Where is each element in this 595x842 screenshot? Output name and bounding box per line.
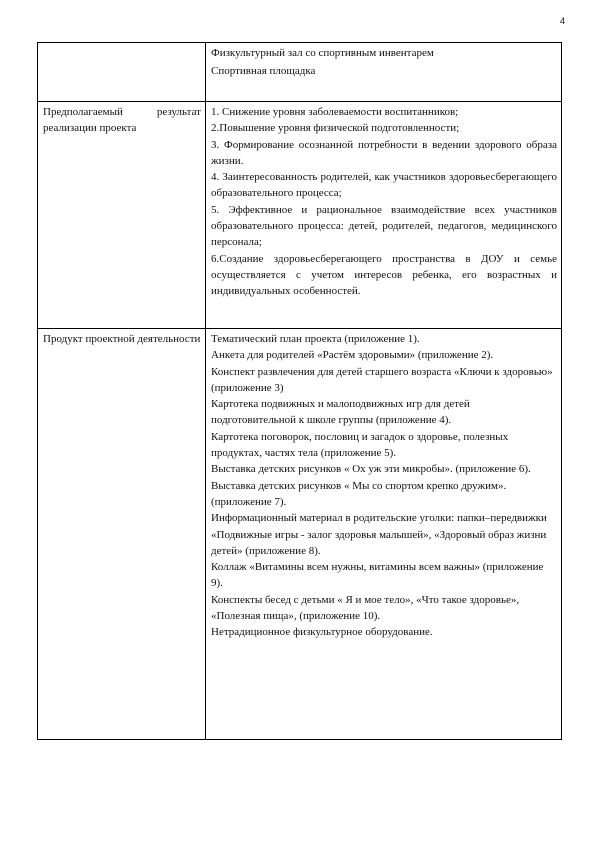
content-line: Тематический план проекта (приложение 1). (211, 333, 420, 345)
content-line: Информационный материал в родительские уголки: папки–передвижки «Подвижные игры - залог здоровья малышей», «Здоровый образ жизни детей» (приложение 8). (211, 512, 547, 557)
content-line: 2.Повышение уровня физической подготовленности; (211, 122, 460, 135)
content-line: Выставка детских рисунков « Ох уж эти микробы». (приложение 6). (211, 463, 531, 476)
content-line: Картотека подвижных и малоподвижных игр для детей подготовительной к школе группы (приложение 4). (211, 398, 470, 427)
content-line: 5. Эффективное и рациональное взаимодействие всех участников образовательного процесса: детей, родителей, педагогов, медицинского персонала; (211, 203, 557, 249)
content-line: Конспект развлечения для детей старшего возраста «Ключи к здоровью» (приложение 3) (211, 365, 553, 394)
table-row (38, 329, 562, 740)
row-label-cell (38, 329, 206, 740)
row-content-cell (206, 329, 562, 740)
content-line: Физкультурный зал со спортивным инвентарем (211, 47, 434, 59)
row-label: Предполагаемый результат реализации проекта (43, 106, 201, 135)
content-line: 4. Заинтересованность родителей, как участников здоровьесберегающего образовательного процесса; (211, 171, 557, 200)
project-table (37, 42, 562, 740)
page-number: 4 (560, 16, 566, 26)
content-line: 3. Формирование осознанной потребности в ведении здорового образа жизни. (211, 138, 557, 167)
content-line: Выставка детских рисунков « Мы со спортом крепко дружим». (приложение 7). (211, 479, 507, 508)
content-line: Анкета для родителей «Растём здоровыми» (приложение 2). (211, 349, 494, 362)
content-line: Картотека поговорок, пословиц и загадок о здоровье, полезных продуктах, частях тела (приложение 5). (211, 430, 509, 460)
row-label-cell (38, 102, 206, 329)
content-line: Конспекты бесед с детьми « Я и мое тело», «Что такое здоровье», «Полезная пища», (приложение 10). (211, 593, 520, 623)
content-line: Коллаж «Витамины всем нужны, витамины всем важны» (приложение 9). (211, 561, 544, 590)
table-row (38, 102, 562, 329)
content-line: Спортивная площадка (211, 65, 316, 78)
row-label-cell (38, 43, 206, 102)
row-content-cell (206, 102, 562, 329)
table-row (38, 43, 562, 102)
content-line: Нетрадиционное физкультурное оборудование. (211, 626, 433, 639)
row-content-cell (206, 43, 562, 102)
content-line: 1. Снижение уровня заболеваемости воспитанников; (211, 106, 459, 118)
row-label: Продукт проектной деятельности (43, 333, 201, 345)
content-line: 6.Создание здоровьесберегающего пространства в ДОУ и семье осуществляется с учетом интересов ребенка, его возрастных и индивидуальных особенностей. (211, 252, 557, 298)
